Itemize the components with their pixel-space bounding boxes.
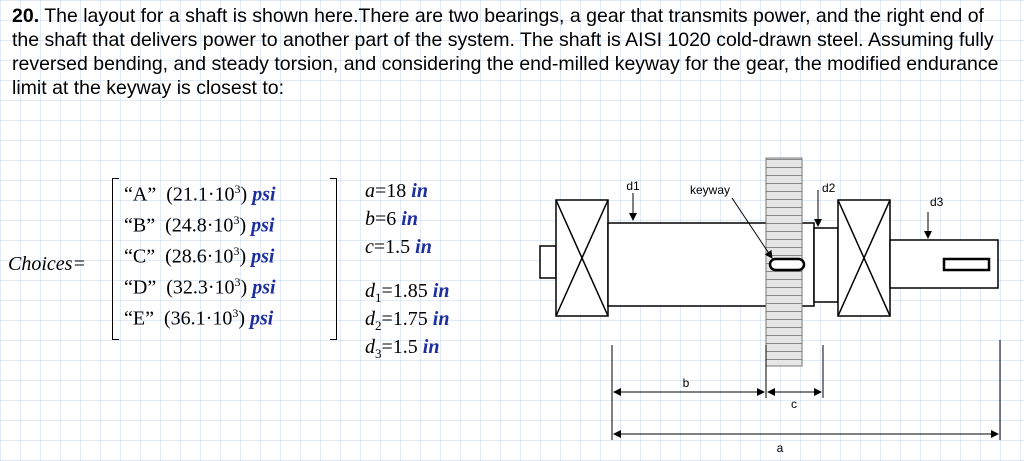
choice-d: “D” $(32.3\cdot 10^3)$ psi bbox=[124, 275, 276, 299]
label-d3: d3 bbox=[930, 195, 944, 209]
given-d1: $d_1=1.85$ in bbox=[365, 280, 450, 305]
label-b: b bbox=[682, 376, 690, 390]
right-end-key bbox=[944, 259, 989, 270]
label-c: c bbox=[791, 397, 797, 411]
left-shaft-stub bbox=[540, 246, 556, 278]
given-b: b=6 in bbox=[365, 208, 418, 230]
choice-c: “C” $(28.6\cdot 10^3)$ psi bbox=[124, 244, 275, 268]
left-bearing bbox=[556, 200, 608, 316]
shaft-d2-section bbox=[814, 228, 838, 302]
given-c: c=1.5 in bbox=[365, 236, 432, 258]
choice-b: “B” $(24.8\cdot 10^3)$ psi bbox=[124, 213, 275, 237]
right-bearing bbox=[838, 200, 890, 316]
given-a: a=18 in bbox=[365, 180, 428, 202]
keyway-slot bbox=[770, 259, 804, 270]
label-d1: d1 bbox=[626, 179, 640, 193]
choice-e: “E” $(36.1\cdot 10^3)$ psi bbox=[124, 306, 274, 330]
label-a: a bbox=[776, 441, 784, 455]
given-d2: $d_2=1.75$ in bbox=[365, 308, 450, 333]
label-d2: d2 bbox=[822, 181, 836, 195]
given-d3: $d_3=1.5$ in bbox=[365, 336, 440, 361]
problem-text: The layout for a shaft is shown here.There are two bearings, a gear that transmits power, and the right end of the shaft that delivers power to another part of the system. The shaft is AISI 1020 cold-drawn steel. Assuming fully reversed bending, and steady torsion, and considering the end-milled keyway for the gear, the modified endurance limit at the keyway is closest to: bbox=[12, 5, 999, 99]
choices-label: Choices= bbox=[8, 253, 86, 275]
problem-number: 20. bbox=[12, 5, 40, 27]
label-keyway: keyway bbox=[690, 183, 731, 197]
choice-a: “A” $(21.1\cdot 10^3)$ psi bbox=[124, 182, 276, 206]
